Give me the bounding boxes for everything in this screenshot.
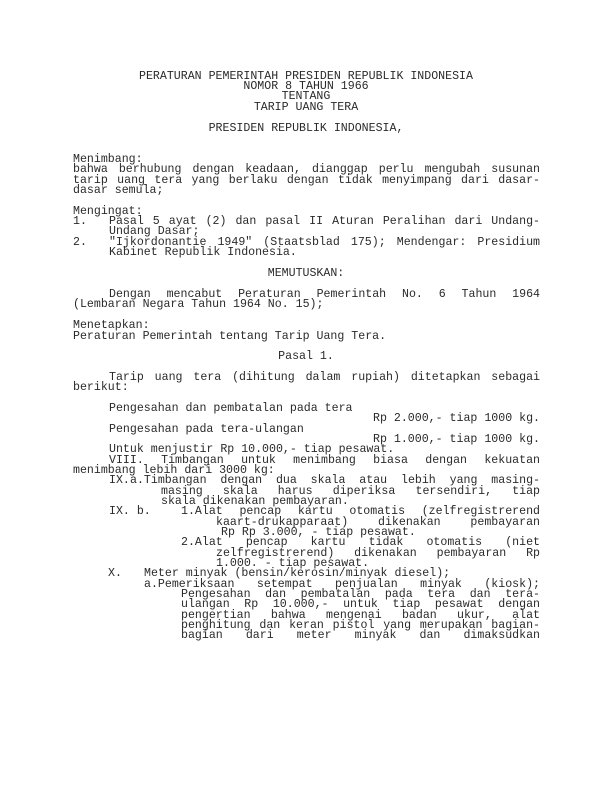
item-line: skala dikenakan pembayaran. <box>161 495 349 508</box>
pasal-intro: berikut: <box>73 381 129 394</box>
pasal-heading: Pasal 1. <box>278 350 334 363</box>
tarif-item: Pengesahan pada tera-ulangan <box>109 423 304 436</box>
mengingat-num: 2. <box>73 236 87 249</box>
mengingat-line: Kabinet Republik Indonesia. <box>109 246 297 259</box>
item-title: Meter minyak (bensin/kerosin/minyak diesel); <box>144 567 451 580</box>
item-line: a.Timbangan dengan dua skala atau lebih yang masing- <box>130 474 540 487</box>
item-line: a.Pemeriksaan setempat penjualan minyak (kiosk); <box>144 578 540 591</box>
memutuskan-heading: MEMUTUSKAN: <box>267 267 345 280</box>
item-line: zelfregistrerend) dikenakan pembayaran Rp <box>216 547 540 560</box>
item-line: kaart-drukapparaat) dikenakan pembayaran <box>216 516 540 529</box>
tarif-item: Pengesahan dan pembatalan pada tera <box>109 402 353 415</box>
item-number: IX. <box>109 474 130 487</box>
document-title: PERATURAN PEMERINTAH PRESIDEN REPUBLIK INDONESIA <box>139 70 473 83</box>
mengingat-line: Pasal 5 ayat (2) dan pasal II Aturan Peralihan dari Undang- <box>109 215 540 228</box>
mengingat-line: Undang Dasar; <box>109 225 200 238</box>
tarif-item: menimbang lebih dari 3000 kg: <box>73 464 275 477</box>
tarif-amount: Rp 2.000,- tiap 1000 kg. <box>373 412 540 425</box>
item-line: pengertian bahwa mengenai badan ukur, alat <box>181 609 540 622</box>
menimbang-line: dasar semula; <box>73 184 164 197</box>
menetapkan-text: Peraturan Pemerintah tentang Tarip Uang Tera. <box>73 330 387 343</box>
item-line: masing skala harus diperiksa tersendiri, tiap <box>161 485 540 498</box>
authority: PRESIDEN REPUBLIK INDONESIA, <box>208 122 404 135</box>
item-number: IX. b. <box>109 505 151 518</box>
document-subject: TARIP UANG TERA <box>253 101 359 114</box>
item-line: Rp Rp 3.000, - tiap pesawat. <box>221 526 416 539</box>
tarif-item: Untuk menjustir Rp 10.000,- tiap pesawat. <box>109 443 395 456</box>
tarif-amount: Rp 1.000,- tiap 1000 kg. <box>373 433 540 446</box>
mengingat-label: Mengingat: <box>73 205 143 218</box>
item-number: X. <box>108 567 122 580</box>
item-line: bagian dari meter minyak dan dimaksudkan <box>181 629 540 642</box>
document-number: NOMOR 8 TAHUN 1966 <box>243 80 369 93</box>
menetapkan-label: Menetapkan: <box>73 319 150 332</box>
memutuskan-line: (Lembaran Negara Tahun 1964 No. 15); <box>73 298 324 311</box>
item-line: 1.Alat pencap kartu otomatis (zelfregistrerend <box>181 505 540 518</box>
item-line: 1.000. - tiap pesawat. <box>216 557 370 570</box>
item-line: 2.Alat pencap kartu tidak otomatis (niet <box>181 536 540 549</box>
memutuskan-line: Dengan mencabut Peraturan Pemerintah No. 6 Tahun 1964 <box>109 288 540 301</box>
mengingat-num: 1. <box>73 215 87 228</box>
menimbang-line: tarip uang tera yang berlaku dengan tidak menyimpang dari dasar- <box>73 174 540 187</box>
mengingat-line: "Ijkordonantie 1949" (Staatsblad 175); Mendengar: Presidium <box>109 236 540 249</box>
menimbang-label: Menimbang: <box>73 153 143 166</box>
menimbang-line: bahwa berhubung dengan keadaan, dianggap perlu mengubah susunan <box>73 163 540 176</box>
document-about: TENTANG <box>281 90 331 103</box>
item-line: Pengesahan dan pembatalan pada tera dan tera- <box>181 588 540 601</box>
tarif-item: VIII. Timbangan untuk menimbang biasa dengan kekuatan <box>109 454 540 467</box>
item-line: penghitung dan keran pistol yang merupakan bagian- <box>181 619 540 632</box>
pasal-intro: Tarip uang tera (dihitung dalam rupiah) ditetapkan sebagai <box>109 371 540 384</box>
item-line: ulangan Rp 10.000,- untuk tiap pesawat dengan <box>181 598 540 611</box>
